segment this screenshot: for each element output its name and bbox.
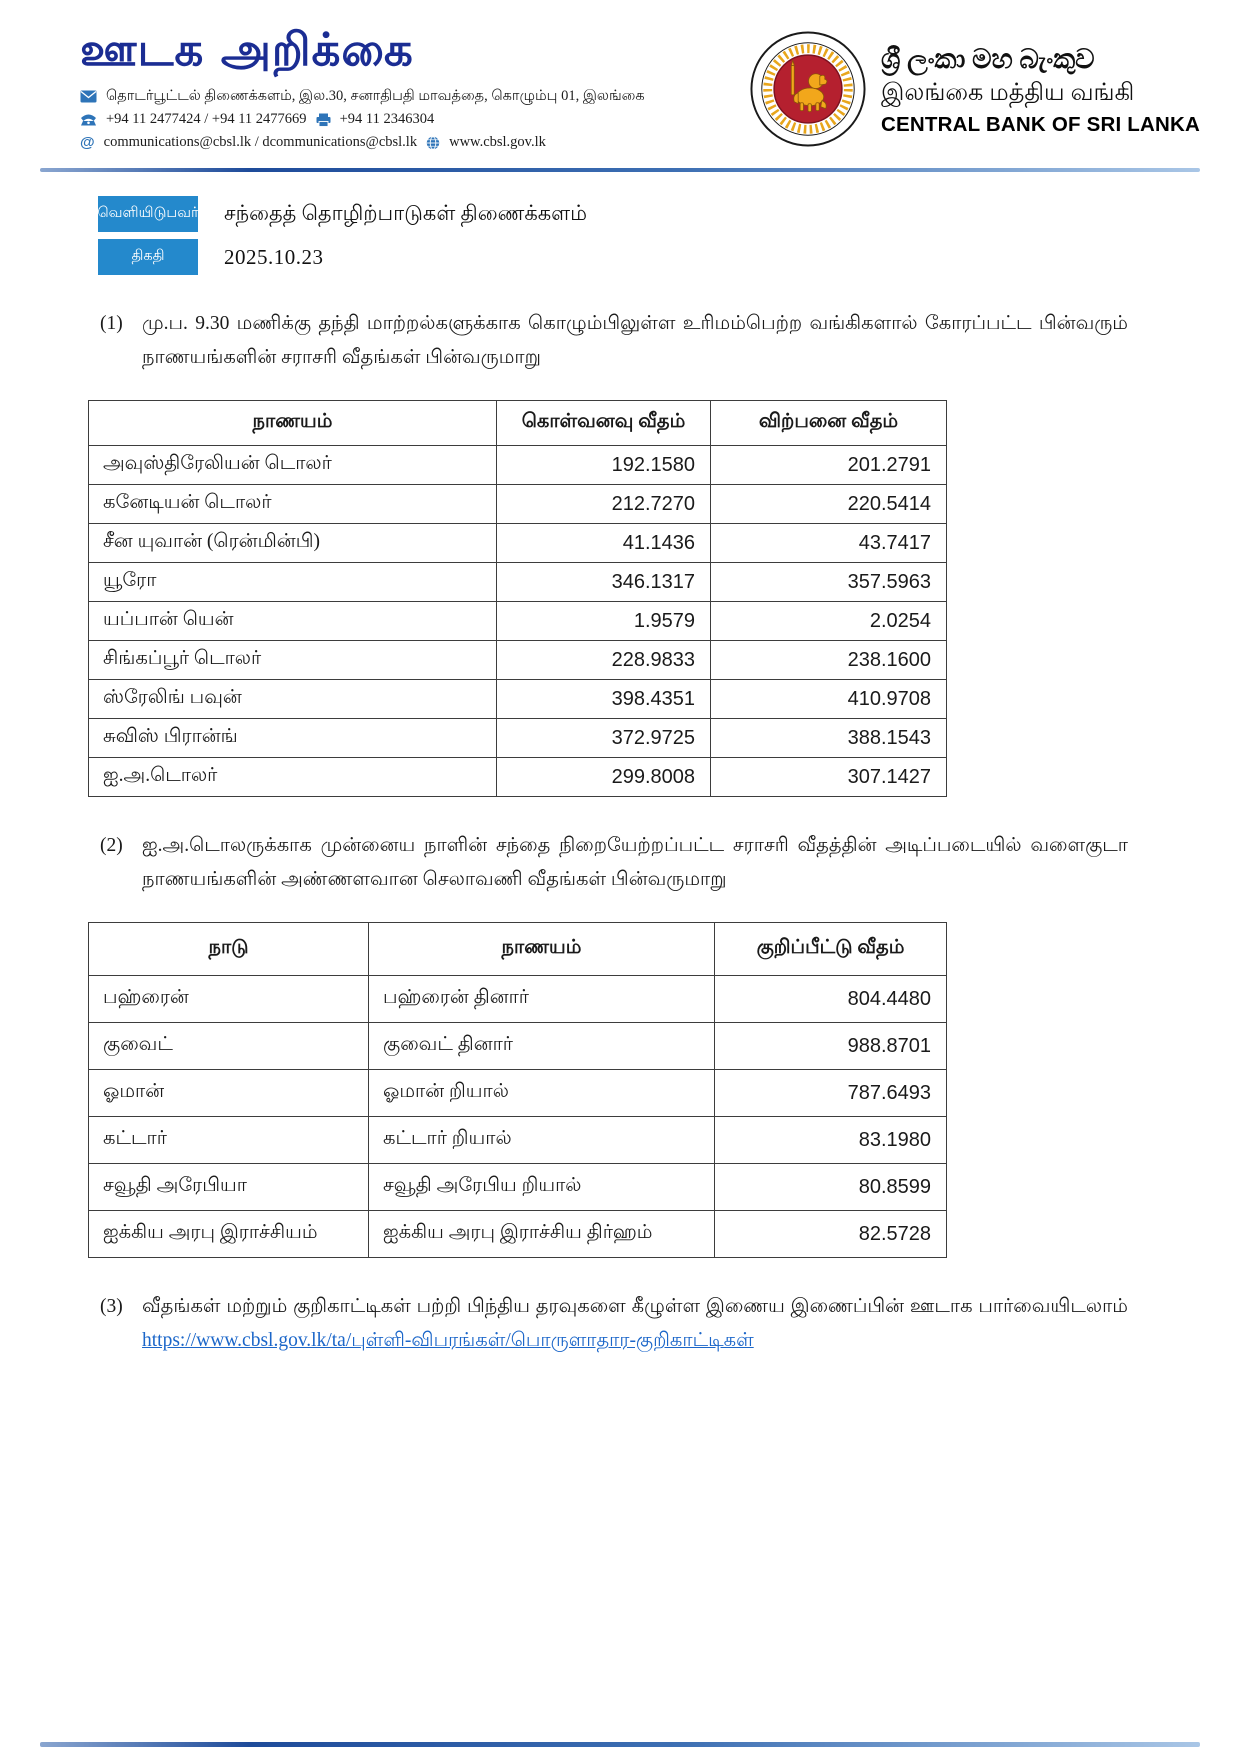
statistics-link[interactable]: https://www.cbsl.gov.lk/ta/புள்ளி-விபரங்கள்/பொருளாதார-குறிகாட்டிகள் [142, 1329, 754, 1351]
currency-name: அவுஸ்திரேலியன் டொலர் [89, 446, 497, 485]
contact-address: தொடர்பூட்டல் திணைக்களம், இல.30, சனாதிபதி மாவத்தை, கொழும்பு 01, இலங்கை [106, 88, 645, 105]
selling-rate: 410.9708 [711, 680, 947, 719]
paragraph-1 [100, 307, 1128, 374]
bank-name-block [881, 42, 1200, 140]
country-name: குவைட் [89, 1023, 369, 1070]
selling-rate: 43.7417 [711, 524, 947, 563]
table-row [89, 680, 947, 719]
paragraph-2 [100, 829, 1128, 896]
currency-name: ஐக்கிய அரபு இராச்சிய திர்ஹம் [369, 1211, 715, 1258]
table-row [89, 602, 947, 641]
currency-name: யப்பான் யென் [89, 602, 497, 641]
table-row [89, 485, 947, 524]
buying-rate: 299.8008 [497, 758, 711, 797]
contact-address-line [80, 85, 645, 108]
contact-phones: +94 11 2477424 / +94 11 2477669 [106, 111, 307, 128]
col-header-buying-rate: கொள்வனவு வீதம் [497, 401, 711, 446]
fax-printer-icon [316, 113, 331, 127]
table-row [89, 1023, 947, 1070]
table-header-row [89, 401, 947, 446]
currency-name: ஓமான் றியால் [369, 1070, 715, 1117]
globe-icon [426, 136, 440, 150]
paragraph-1-number: (1) [100, 313, 123, 335]
paragraph-2-text: ஐ.அ.டொலருக்காக முன்னைய நாளின் சந்தை நிறையேற்றப்பட்ட சராசரி வீதத்தின் அடிப்படையில் வளைகுடா நாணயங்களின் அண்ணளவான செலாவணி வீதங்கள் பின்வருமாறு [142, 835, 1128, 890]
col-header-selling-rate: விற்பனை வீதம் [711, 401, 947, 446]
currency-name: குவைட் தினார் [369, 1023, 715, 1070]
phone-icon [80, 113, 97, 126]
table-row [89, 1211, 947, 1258]
selling-rate: 307.1427 [711, 758, 947, 797]
buying-rate: 1.9579 [497, 602, 711, 641]
paragraph-2-number: (2) [100, 835, 123, 857]
cbsl-seal-logo [749, 30, 867, 153]
paragraph-3-number: (3) [100, 1296, 123, 1318]
col-header-country: நாடு [89, 923, 369, 976]
header-divider-rule [40, 168, 1200, 172]
date-label-chip: திகதி [98, 239, 198, 275]
table-row [89, 976, 947, 1023]
table-row [89, 1070, 947, 1117]
indicative-rate: 82.5728 [715, 1211, 947, 1258]
indicative-rate: 83.1980 [715, 1117, 947, 1164]
selling-rate: 238.1600 [711, 641, 947, 680]
selling-rate: 220.5414 [711, 485, 947, 524]
country-name: ஓமான் [89, 1070, 369, 1117]
release-meta [98, 196, 1240, 275]
issuer-row [98, 196, 1240, 232]
paragraph-3-text: வீதங்கள் மற்றும் குறிகாட்டிகள் பற்றி பிந்திய தரவுகளை கீழுள்ள இணைய இணைப்பின் ஊடாக பார்வையிடலாம் [142, 1296, 1128, 1318]
table-row [89, 758, 947, 797]
issuer-value: சந்தைத் தொழிற்பாடுகள் திணைக்களம் [224, 200, 588, 225]
masthead-left [80, 23, 645, 154]
buying-rate: 41.1436 [497, 524, 711, 563]
at-icon: @ [80, 134, 95, 152]
date-row [98, 239, 1240, 275]
col-header-indicative-rate: குறிப்பீட்டு வீதம் [715, 923, 947, 976]
currency-name: சவூதி அரேபிய றியால் [369, 1164, 715, 1211]
selling-rate: 2.0254 [711, 602, 947, 641]
indicative-rate: 988.8701 [715, 1023, 947, 1070]
col-header-currency: நாணயம் [89, 401, 497, 446]
letterhead [0, 0, 1240, 154]
gulf-currencies-table [88, 922, 947, 1258]
table-row [89, 719, 947, 758]
buying-rate: 228.9833 [497, 641, 711, 680]
currency-name: சிங்கப்பூர் டொலர் [89, 641, 497, 680]
country-name: சவூதி அரேபியா [89, 1164, 369, 1211]
exchange-rates-table [88, 400, 947, 797]
masthead-right [749, 26, 1200, 153]
date-value: 2025.10.23 [224, 244, 324, 269]
indicative-rate: 80.8599 [715, 1164, 947, 1211]
table-header-row [89, 923, 947, 976]
table-row [89, 1164, 947, 1211]
buying-rate: 346.1317 [497, 563, 711, 602]
table-row [89, 1117, 947, 1164]
currency-name: ஐ.அ.டொலர் [89, 758, 497, 797]
bank-name-english: CENTRAL BANK OF SRI LANKA [881, 112, 1200, 136]
contact-email-line [80, 131, 640, 154]
footer-divider-rule [40, 1742, 1200, 1747]
contact-phone-line [80, 108, 640, 131]
currency-name: கட்டார் றியால் [369, 1117, 715, 1164]
table-row [89, 446, 947, 485]
col-header-currency: நாணயம் [369, 923, 715, 976]
paragraph-1-text: மு.ப. 9.30 மணிக்கு தந்தி மாற்றல்களுக்காக கொழும்பிலுள்ள உரிமம்பெற்ற வங்கிகளால் கோரப்பட்ட பின்வரும் நாணயங்களின் சராசரி வீதங்கள் பின்வருமாறு [142, 313, 1129, 368]
masthead-title: ஊடக அறிக்கை [80, 23, 414, 76]
contact-website: www.cbsl.gov.lk [449, 134, 546, 151]
table-row [89, 641, 947, 680]
bank-name-tamil: இலங்கை மத்திய வங்கி [881, 80, 1135, 107]
selling-rate: 357.5963 [711, 563, 947, 602]
currency-name: கனேடியன் டொலர் [89, 485, 497, 524]
currency-name: ஸ்ரேலிங் பவுன் [89, 680, 497, 719]
table-row [89, 524, 947, 563]
buying-rate: 372.9725 [497, 719, 711, 758]
country-name: கட்டார் [89, 1117, 369, 1164]
indicative-rate: 804.4480 [715, 976, 947, 1023]
country-name: ஐக்கிய அரபு இராச்சியம் [89, 1211, 369, 1258]
currency-name: பஹ்ரைன் தினார் [369, 976, 715, 1023]
table-row [89, 563, 947, 602]
paragraph-3 [100, 1290, 1128, 1357]
buying-rate: 212.7270 [497, 485, 711, 524]
selling-rate: 388.1543 [711, 719, 947, 758]
envelope-icon [80, 90, 97, 103]
selling-rate: 201.2791 [711, 446, 947, 485]
buying-rate: 192.1580 [497, 446, 711, 485]
contact-fax: +94 11 2346304 [339, 111, 435, 128]
indicative-rate: 787.6493 [715, 1070, 947, 1117]
currency-name: சீன யுவான் (ரென்மின்பி) [89, 524, 497, 563]
buying-rate: 398.4351 [497, 680, 711, 719]
currency-name: சுவிஸ் பிரான்ங் [89, 719, 497, 758]
currency-name: யூரோ [89, 563, 497, 602]
country-name: பஹ்ரைன் [89, 976, 369, 1023]
issuer-label-chip: வெளியிடுபவர் [98, 196, 198, 232]
bank-name-sinhala: ශ්‍රී ලංකා මහ බැංකුව [881, 44, 1095, 75]
contact-emails: communications@cbsl.lk / dcommunications@cbsl.lk [103, 134, 418, 151]
